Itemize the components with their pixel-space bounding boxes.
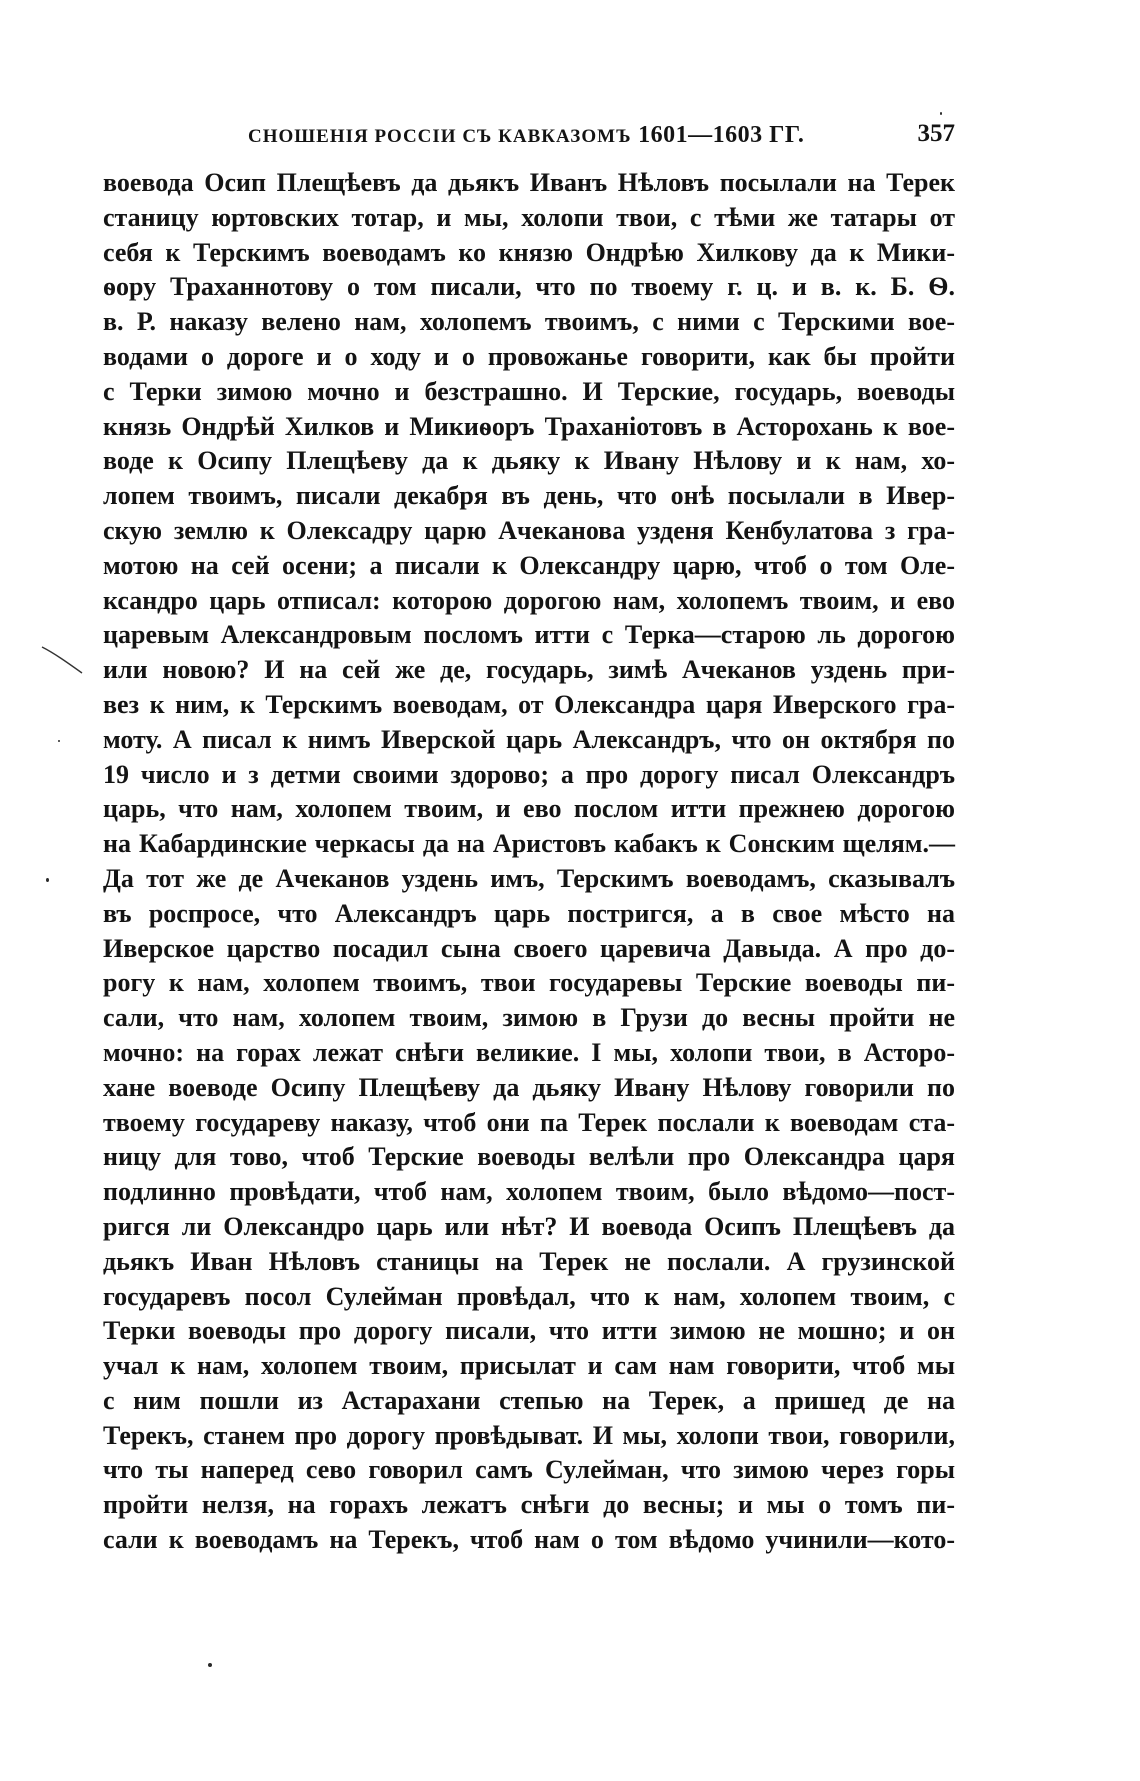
running-head-title [248,122,804,149]
text-line: сали, что нам, холопем твоим, зимою в Грузи до весны пройти не [103,1003,955,1033]
text-line: 19 число и з детми своими здорово; а про дорогу писал Олександръ [103,759,955,789]
page-number: 357 [917,120,955,147]
text-line: учал к нам, холопем твоим, присылат и сам нам говорити, чтоб мы [103,1351,955,1381]
text-line: государевъ посол Сулейман провѣдал, что к нам, холопем твоим, с [103,1281,955,1311]
text-line: мотою на сей осени; а писали к Олександру царю, чтоб о том Оле- [103,550,955,580]
text-line: водами о дороге и о ходу и о провожанье говорити, как бы пройти [103,341,955,371]
text-line: твоему государеву наказу, чтоб они па Терек послали к воеводам ста- [103,1107,955,1137]
text-line: ѳору Траханнотову о том писали, что по твоему г. ц. и в. к. Б. Ѳ. [103,272,955,302]
text-line: Терки воеводы про дорогу писали, что итти зимою не мошно; и он [103,1316,955,1346]
text-line: вез к ним, к Терскимъ воеводам, от Олександра царя Иверского гра- [103,689,955,719]
text-line: ригся ли Олександро царь или нѣт? И воевода Осипъ Плещѣевъ да [103,1211,955,1241]
text-line: мочно: на горах лежат снѣги великие. I мы, холопи твои, в Асторо- [103,1037,955,1067]
paper-speck [58,740,60,742]
text-line: хане воеводе Осипу Плещѣеву да дьяку Ивану Нѣлову говорили по [103,1072,955,1102]
text-line: рогу к нам, холопем твоимъ, твои государевы Терские воеводы пи- [103,968,955,998]
text-line: въ роспросе, что Александръ царь постригся, а в свое мѣсто на [103,898,955,928]
text-line: лопем твоимъ, писали декабря въ день, что онѣ посылали в Ивер- [103,481,955,511]
text-line: Терекъ, станем про дорогу провѣдыват. И мы, холопи твои, говорили, [103,1420,955,1450]
text-line: Да тот же де Ачеканов уздень имъ, Терскимъ воеводамъ, сказывалъ [103,863,955,893]
text-line: царь, что нам, холопем твоим, и ево послом итти прежнею дорогою [103,794,955,824]
margin-pencil-mark [40,645,84,675]
paper-speck [940,112,942,115]
text-line: подлинно провѣдати, чтоб нам, холопем твоим, было вѣдомо—пост- [103,1177,955,1207]
text-line: князь Ондрѣй Хилков и Микиѳоръ Траханіотовъ в Асторохань к вое- [103,411,955,441]
text-line: ницу для тово, чтоб Терские воеводы велѣли про Олександра царя [103,1142,955,1172]
running-head-title-text: СНОШЕНІЯ РОССІИ СЪ КАВКАЗОМЪ [248,126,632,147]
paper-speck [46,878,49,882]
paper-speck [208,1663,212,1667]
text-line: в. Р. наказу велено нам, холопемъ твоимъ, с ними с Терскими вое- [103,307,955,337]
text-line: царевым Александровым посломъ итти с Терка—старою ль дорогою [103,620,955,650]
text-line: скую землю к Олексадру царю Ачеканова узденя Кенбулатова з гра- [103,515,955,545]
text-line: с ним пошли из Астарахани степью на Терек, а пришед де на [103,1385,955,1415]
text-line: дьякъ Иван Нѣловъ станицы на Терек не послали. А грузинской [103,1246,955,1276]
running-head [140,118,955,158]
text-line: станицу юртовских тотар, и мы, холопи твои, с тѣми же татары от [103,202,955,232]
running-head-years: 1601—1603 ГГ. [638,122,805,148]
text-line: Иверское царство посадил сына своего царевича Давыда. А про до- [103,933,955,963]
text-line: воде к Осипу Плещѣеву да к дьяку к Ивану Нѣлову и к нам, хо- [103,446,955,476]
text-line: сали к воеводамъ на Терекъ, чтоб нам о том вѣдомо учинили—кото- [103,1525,955,1555]
body-text [103,166,955,1558]
text-line: моту. А писал к нимъ Иверской царь Александръ, что он октября по [103,724,955,754]
text-line: на Кабардинские черкасы да на Аристовъ кабакъ к Сонским щелям.— [103,829,955,859]
text-line: с Терки зимою мочно и безстрашно. И Терские, государь, воеводы [103,376,955,406]
text-line: ксандро царь отписал: которою дорогою нам, холопемъ твоим, и ево [103,585,955,615]
text-line: что ты наперед сево говорил самъ Сулейман, что зимою через горы [103,1455,955,1485]
text-line: или новою? И на сей же де, государь, зимѣ Ачеканов уздень при- [103,655,955,685]
text-line: себя к Терскимъ воеводамъ ко князю Ондрѣю Хилкову да к Мики- [103,237,955,267]
text-line: пройти нелзя, на горахъ лежатъ снѣги до весны; и мы о томъ пи- [103,1490,955,1520]
text-line: воевода Осип Плещѣевъ да дьякъ Иванъ Нѣловъ посылали на Терек [103,168,955,197]
